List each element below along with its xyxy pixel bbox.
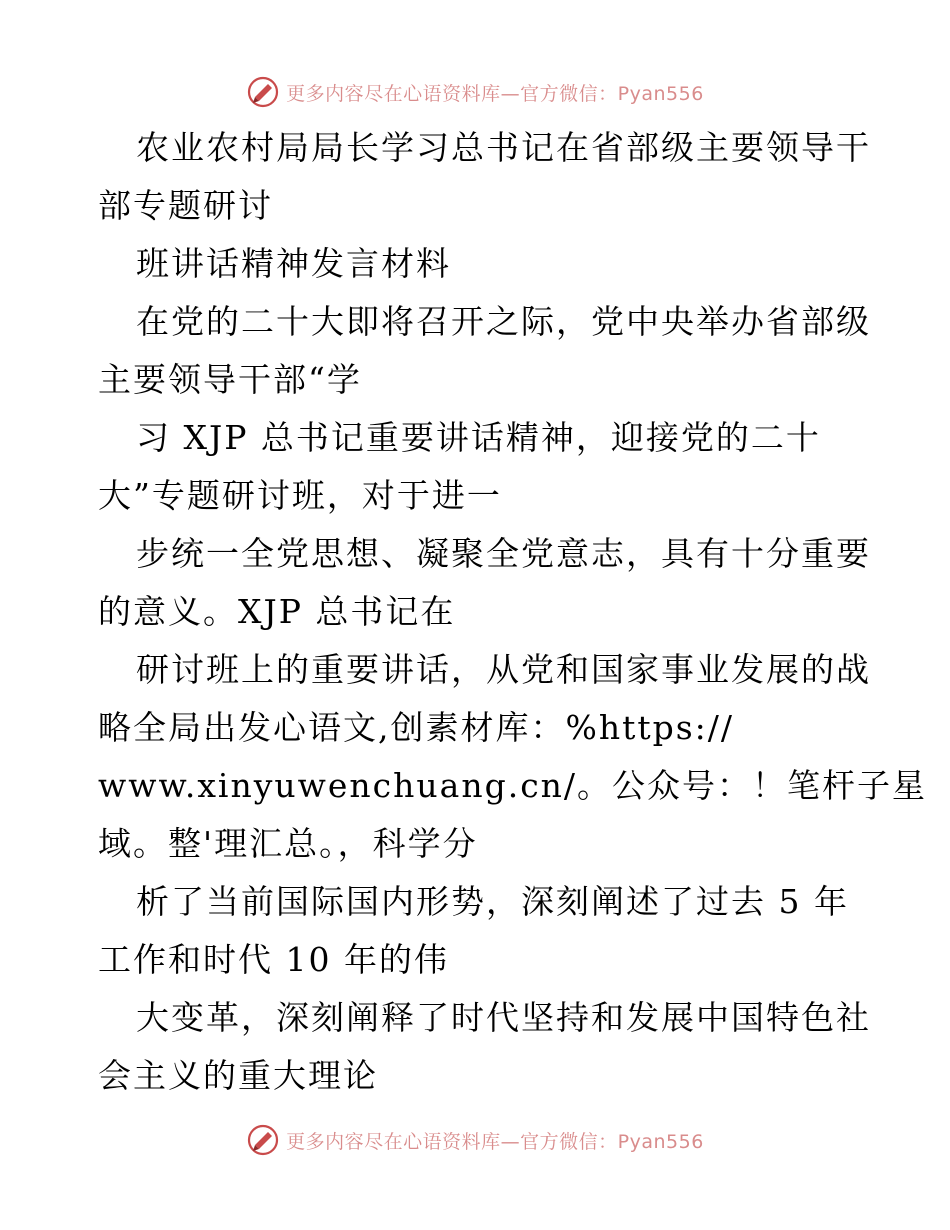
footer-banner	[0, 1120, 950, 1160]
pen-logo-icon	[246, 1123, 280, 1157]
text-line: 班讲话精神发言材料	[136, 244, 451, 283]
text-line: 域。整'理汇总。，科学分	[98, 824, 478, 863]
text-line: www.xinyuwenchuang.cn/。公众号：！笔杆子星	[98, 766, 928, 805]
text-line: 工作和时代 10 年的伟	[98, 940, 449, 979]
text-line: 的意义。XJP 总书记在	[98, 592, 456, 631]
text-line: 研讨班上的重要讲话，从党和国家事业发展的战	[136, 650, 871, 689]
text-line: 会主义的重大理论	[98, 1056, 378, 1095]
text-line: 大”专题研讨班，对于进一	[98, 476, 502, 515]
text-line: 略全局出发心语文,创素材库：%https://	[98, 708, 735, 747]
text-line: 步统一全党思想、凝聚全党意志，具有十分重要	[136, 534, 871, 573]
text-line: 农业农村局局长学习总书记在省部级主要领导干	[136, 128, 871, 167]
pen-logo-icon	[246, 75, 280, 109]
text-line: 部专题研讨	[98, 186, 273, 225]
text-line: 主要领导干部“学	[98, 360, 362, 399]
text-line: 在党的二十大即将召开之际，党中央举办省部级	[136, 302, 871, 341]
text-line: 析了当前国际国内形势，深刻阐述了过去 5 年	[136, 882, 849, 921]
header-banner	[0, 72, 950, 112]
footer-banner-text: 更多内容尽在心语资料库—官方微信：Pyan556	[286, 1130, 704, 1153]
text-line: 习 XJP 总书记重要讲话精神，迎接党的二十	[136, 418, 821, 457]
text-line: 大变革，深刻阐释了时代坚持和发展中国特色社	[136, 998, 871, 1037]
header-banner-text: 更多内容尽在心语资料库—官方微信：Pyan556	[286, 82, 704, 105]
